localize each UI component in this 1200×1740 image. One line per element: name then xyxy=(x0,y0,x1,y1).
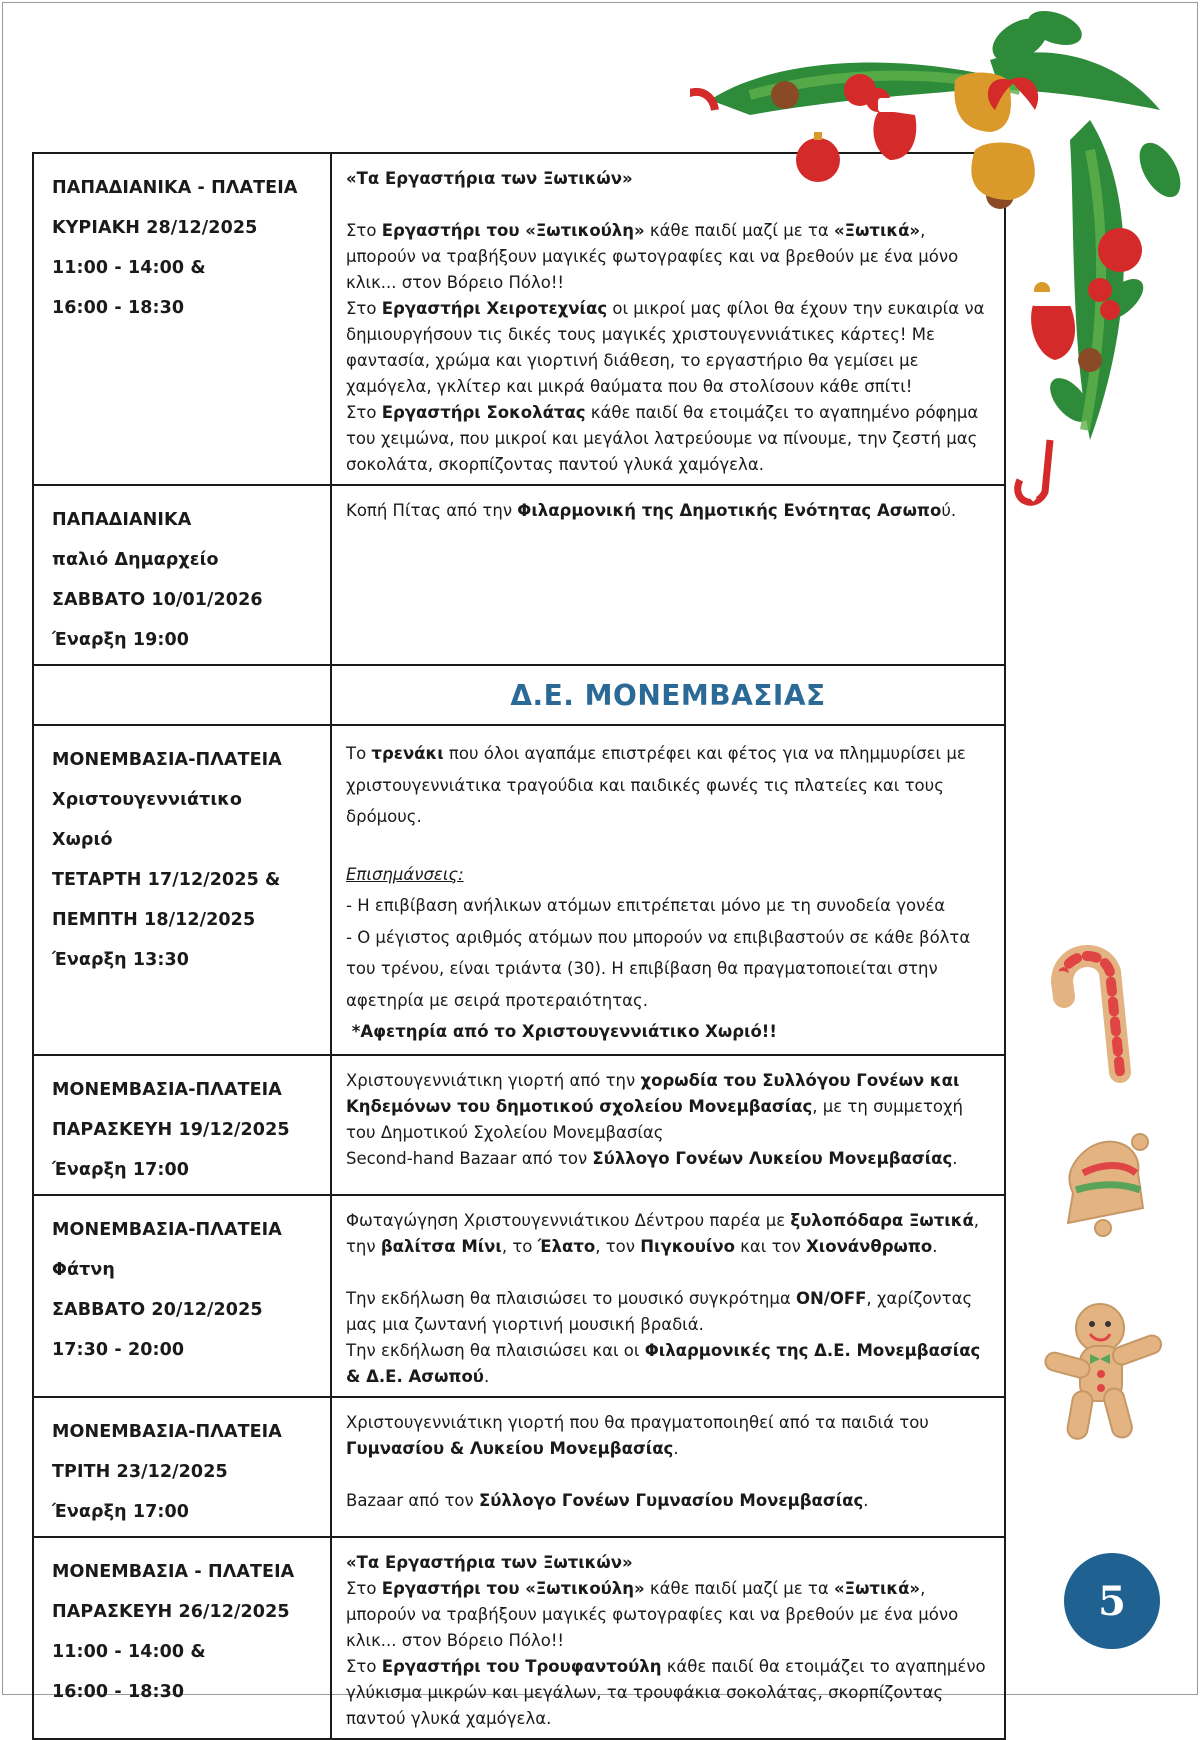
table-row xyxy=(33,1397,1005,1537)
event-title: «Τα Εργαστήρια των Ξωτικών» xyxy=(346,1552,633,1572)
time: 17:30 - 20:00 xyxy=(52,1339,185,1360)
notes-heading: Επισημάνσεις: xyxy=(346,864,464,884)
table-row xyxy=(33,1195,1005,1397)
time: Έναρξη 17:00 xyxy=(52,1501,190,1522)
date: ΤΡΙΤΗ 23/12/2025 xyxy=(52,1461,228,1482)
paragraph: Στο Εργαστήρι Σοκολάτας κάθε παιδί θα ετοιμάζει το αγαπημένο ρόφημα του χειμώνα, που μικροί και μεγάλοι λατρεύουμε να πίνουμε, την ζεστή μας σοκολάτα, σκορπίζοντας παντού γλυκά χαμόγελα. xyxy=(346,403,979,474)
event-where-when xyxy=(33,1397,331,1537)
paragraph: Στο Εργαστήρι του «Ξωτικούλη» κάθε παιδί μαζί με τα «Ξωτικά», μπορούν να τραβήξουν μαγικές φωτογραφίες και να βρεθούν με ένα μόνο κλικ... στον Βόρειο Πόλο!! xyxy=(346,221,959,292)
table-row xyxy=(33,665,1005,725)
event-title: «Τα Εργαστήρια των Ξωτικών» xyxy=(346,169,633,188)
event-description xyxy=(331,1055,1005,1195)
table-row xyxy=(33,725,1005,1055)
paragraph: Την εκδήλωση θα πλαισιώσει και οι Φιλαρμονικές της Δ.Ε. Μονεμβασίας & Δ.Ε. Ασωπού. xyxy=(346,1340,981,1386)
paragraph: Bazaar από τον Σύλλογο Γονέων Γυμνασίου Μονεμβασίας. xyxy=(346,1490,869,1510)
date: ΠΑΡΑΣΚΕΥΗ 26/12/2025 xyxy=(52,1601,290,1622)
time: 16:00 - 18:30 xyxy=(52,1681,185,1702)
location: παλιό Δημαρχείο xyxy=(52,550,219,570)
location: ΜΟΝΕΜΒΑΣΙΑ-ΠΛΑΤΕΙΑ xyxy=(52,1421,282,1442)
bell-cookie-icon xyxy=(1048,1128,1160,1240)
table-row xyxy=(33,1055,1005,1195)
date: ΣΑΒΒΑΤΟ 20/12/2025 xyxy=(52,1299,263,1320)
location: ΜΟΝΕΜΒΑΣΙΑ-ΠΛΑΤΕΙΑ xyxy=(52,1079,282,1100)
event-where-when xyxy=(33,485,331,665)
event-description xyxy=(331,1537,1005,1739)
time: Έναρξη 17:00 xyxy=(52,1159,190,1180)
event-description xyxy=(331,725,1005,1055)
location: Χωριό xyxy=(52,830,113,850)
time: Έναρξη 19:00 xyxy=(52,630,190,650)
paragraph: Στο Εργαστήρι του «Ξωτικούλη» κάθε παιδί μαζί με τα «Ξωτικά», μπορούν να τραβήξουν μαγικές φωτογραφίες και να βρεθούν με ένα μόνο κλικ... στον Βόρειο Πόλο!! xyxy=(346,1578,959,1650)
paragraph: Φωταγώγηση Χριστουγεννιάτικου Δέντρου παρέα με ξυλοπόδαρα Ξωτικά, την βαλίτσα Μίνι, το Έλατο, τον Πιγκουίνο και τον Χιονάνθρωπο. xyxy=(346,1210,980,1256)
page-number: 5 xyxy=(1064,1553,1160,1649)
location: Χριστουγεννιάτικο xyxy=(52,790,242,810)
gingerbread-man-icon xyxy=(1040,1296,1172,1446)
paragraph: Το τρενάκι που όλοι αγαπάμε επιστρέφει και φέτος για να πλημμυρίσει με χριστουγεννιάτικα τραγούδια και παιδικές φωνές τις πλατείες και τους δρόμους. xyxy=(346,744,966,826)
location: ΜΟΝΕΜΒΑΣΙΑ-ΠΛΑΤΕΙΑ xyxy=(52,1219,282,1240)
paragraph: Second-hand Bazaar από τον Σύλλογο Γονέων Λυκείου Μονεμβασίας. xyxy=(346,1148,958,1168)
event-where-when xyxy=(33,725,331,1055)
paragraph: Χριστουγεννιάτικη γιορτή από την χορωδία του Συλλόγου Γονέων και Κηδεμόνων του δημοτικού σχολείου Μονεμβασίας, με τη συμμετοχή του Δημοτικού Σχολείου Μονεμβασίας xyxy=(346,1070,964,1142)
event-description xyxy=(331,1195,1005,1397)
paragraph: Χριστουγεννιάτικη γιορτή που θα πραγματοποιηθεί από τα παιδιά του Γυμνασίου & Λυκείου Μονεμβασίας. xyxy=(346,1412,929,1458)
section-heading: Δ.Ε. ΜΟΝΕΜΒΑΣΙΑΣ xyxy=(331,665,1005,725)
location: Φάτνη xyxy=(52,1259,115,1280)
event-where-when xyxy=(33,1195,331,1397)
note: - Η επιβίβαση ανήλικων ατόμων επιτρέπεται μόνο με τη συνοδεία γονέα xyxy=(346,896,946,915)
date: ΚΥΡΙΑΚΗ 28/12/2025 xyxy=(52,218,258,238)
time: 11:00 - 14:00 & xyxy=(52,1641,206,1662)
location: ΜΟΝΕΜΒΑΣΙΑ-ΠΛΑΤΕΙΑ xyxy=(52,750,282,770)
note: *Αφετηρία από το Χριστουγεννιάτικο Χωριό!! xyxy=(346,1022,777,1041)
date: ΤΕΤΑΡΤΗ 17/12/2025 & xyxy=(52,870,281,890)
paragraph: Κοπή Πίτας από την Φιλαρμονική της Δημοτικής Ενότητας Ασωπού. xyxy=(346,501,957,520)
date: ΠΑΡΑΣΚΕΥΗ 19/12/2025 xyxy=(52,1119,290,1140)
paragraph: Στο Εργαστήρι Χειροτεχνίας οι μικροί μας φίλοι θα έχουν την ευκαιρία να δημιουργήσουν τις δικές τους μαγικές χριστουγεννιάτικες κάρτες! Με φαντασία, χρώμα και γιορτινή διάθεση, το εργαστήριο θα γεμίσει με χαμόγελα, γκλίτερ και μικρά θαύματα που θα στολίσουν κάθε σπίτι! xyxy=(346,299,985,396)
paragraph: Στο Εργαστήρι του Τρουφαντούλη κάθε παιδί θα ετοιμάζει το αγαπημένο γλύκισμα μικρών και μεγάλων, τα τρουφάκια σοκολάτας, σκορπίζοντας παντού γλυκά χαμόγελα. xyxy=(346,1656,986,1728)
empty-cell xyxy=(33,665,331,725)
holly-garland-icon xyxy=(690,0,1200,520)
table-row xyxy=(33,1537,1005,1739)
location: ΠΑΠΑΔΙΑΝΙΚΑ - ΠΛΑΤΕΙΑ xyxy=(52,178,298,198)
time: 16:00 - 18:30 xyxy=(52,298,185,318)
event-where-when xyxy=(33,1055,331,1195)
paragraph: Την εκδήλωση θα πλαισιώσει το μουσικό συγκρότημα ON/OFF, χαρίζοντας μας μια ζωντανή γιορτινή μουσική βραδιά. xyxy=(346,1288,973,1334)
time: 11:00 - 14:00 & xyxy=(52,258,206,278)
event-where-when xyxy=(33,1537,331,1739)
location: ΜΟΝΕΜΒΑΣΙΑ - ΠΛΑΤΕΙΑ xyxy=(52,1561,295,1582)
candy-cane-cookie-icon xyxy=(1042,942,1134,1090)
event-where-when xyxy=(33,153,331,485)
time: Έναρξη 13:30 xyxy=(52,950,190,970)
event-description xyxy=(331,1397,1005,1537)
note: - Ο μέγιστος αριθμός ατόμων που μπορούν να επιβιβαστούν σε κάθε βόλτα του τρένου, είναι τριάντα (30). Η επιβίβαση θα πραγματοποιείται στην αφετηρία με σειρά προτεραιότητας. xyxy=(346,927,971,1010)
date: ΠΕΜΠΤΗ 18/12/2025 xyxy=(52,910,256,930)
location: ΠΑΠΑΔΙΑΝΙΚΑ xyxy=(52,510,192,530)
date: ΣΑΒΒΑΤΟ 10/01/2026 xyxy=(52,590,263,610)
